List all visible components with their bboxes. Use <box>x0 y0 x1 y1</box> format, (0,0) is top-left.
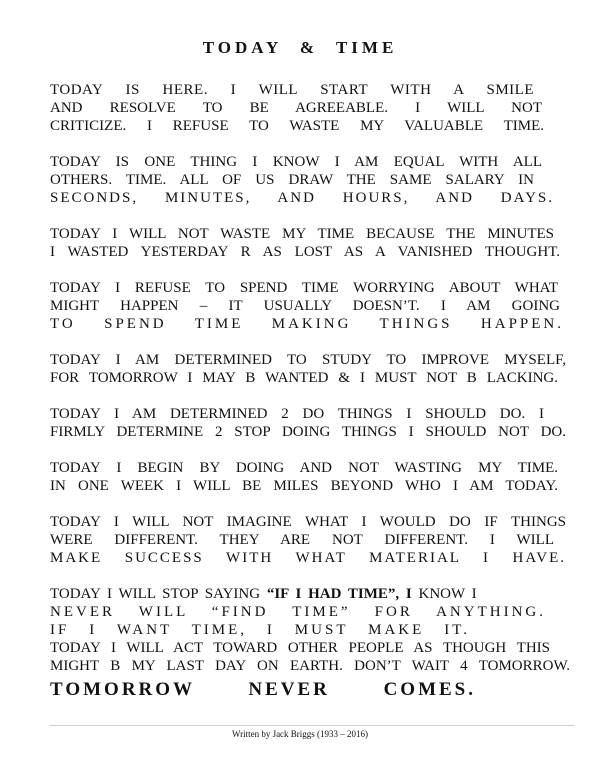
poem-line: CRITICIZE. I REFUSE TO WASTE MY VALUABLE TIME. <box>50 118 544 134</box>
poem-line: TODAY I WILL ACT TOWARD OTHER PEOPLE AS THOUGH THIS <box>50 640 550 656</box>
poem-line: AND RESOLVE TO BE AGREEABLE. I WILL NOT <box>50 100 542 116</box>
author-credit: Written by Jack Briggs (1933 – 2016) <box>231 729 369 739</box>
poem-line: TO SPEND TIME MAKING THINGS HAPPEN. <box>50 316 564 332</box>
poem-line: I WASTED YESTERDAY R AS LOST AS A VANISHED THOUGHT. <box>50 244 560 260</box>
poem-line: FIRMLY DETERMINE 2 STOP DOING THINGS I SHOULD NOT DO. <box>50 424 566 440</box>
poem-line: TODAY I BEGIN BY DOING AND NOT WASTING MY TIME. <box>50 460 558 476</box>
poem-line: OTHERS. TIME. ALL OF US DRAW THE SAME SALARY IN <box>50 172 534 188</box>
poem-line: NEVER WILL “FIND TIME” FOR ANYTHING. <box>50 604 546 620</box>
poem-line: IN ONE WEEK I WILL BE MILES BEYOND WHO I AM TODAY. <box>50 478 558 494</box>
poem-line: TODAY IS ONE THING I KNOW I AM EQUAL WITH ALL <box>50 154 542 170</box>
poem-line: TODAY I WILL NOT WASTE MY TIME BECAUSE THE MINUTES <box>50 226 554 242</box>
poem-line: WERE DIFFERENT. THEY ARE NOT DIFFERENT. I WILL <box>50 532 554 548</box>
poem-line: MAKE SUCCESS WITH WHAT MATERIAL I HAVE. <box>50 550 566 566</box>
page-title: TODAY & TIME <box>202 38 398 57</box>
poem-line: TODAY IS HERE. I WILL START WITH A SMILE <box>50 82 534 98</box>
poem-line: SECONDS, MINUTES, AND HOURS, AND DAYS. <box>50 190 554 206</box>
poem-line: TODAY I AM DETERMINED 2 DO THINGS I SHOULD DO. I <box>50 406 544 422</box>
poem-line: IF I WANT TIME, I MUST MAKE IT. <box>50 622 470 638</box>
poem-line: MIGHT HAPPEN – IT USUALLY DOESN’T. I AM GOING <box>50 298 560 314</box>
poem-line: TODAY I WILL NOT IMAGINE WHAT I WOULD DO IF THINGS <box>50 514 566 530</box>
poem-line <box>50 585 556 603</box>
closing-line: TOMORROW NEVER COMES. <box>50 679 476 700</box>
poem-line-part: KNOW I <box>418 586 477 602</box>
poem-line: TODAY I AM DETERMINED TO STUDY TO IMPROVE MYSELF, <box>50 352 566 368</box>
emphasis-text: “IF I HAD TIME”, I <box>266 586 412 602</box>
poem-line: FOR TOMORROW I MAY B WANTED & I MUST NOT B LACKING. <box>50 370 558 386</box>
poem-line: TODAY I REFUSE TO SPEND TIME WORRYING ABOUT WHAT <box>50 280 558 296</box>
poem-line: MIGHT B MY LAST DAY ON EARTH. DON’T WAIT 4 TOMORROW. <box>50 658 570 674</box>
poem-line-part: TODAY I WILL STOP SAYING <box>50 586 261 602</box>
footer-divider <box>50 725 574 726</box>
